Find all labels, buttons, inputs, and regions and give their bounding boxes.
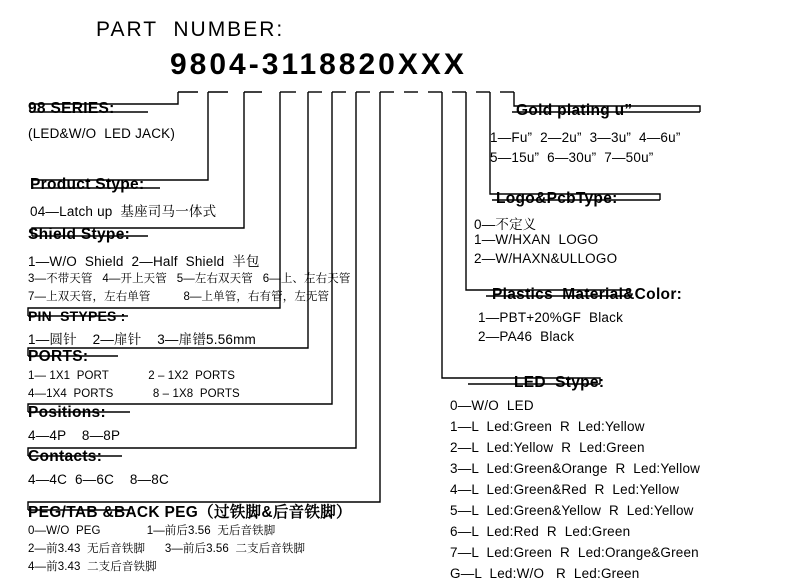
section-heading-shield-stype: Shield Stype: <box>28 226 131 243</box>
section-line: 2—前3.43 无后音铁脚 3—前后3.56 二支后音铁脚 <box>28 543 306 555</box>
section-line: 7—上双天管，左右单管 8—上单管，右有管，左无管 <box>28 291 330 303</box>
section-line: 5—L Led:Green&Yellow R Led:Yellow <box>450 503 694 518</box>
section-line: (LED&W/O LED JACK) <box>28 126 176 141</box>
section-line: 5—15u” 6—30u” 7—50u” <box>490 150 654 165</box>
section-line: 1—Fu” 2—2u” 3—3u” 4—6u” <box>490 130 681 145</box>
section-heading-peg-tab: PEG/TAB &BACK PEG（过铁脚&后音铁脚） <box>28 504 352 521</box>
section-line: 4—1X4 PORTS 8 – 1X8 PORTS <box>28 388 240 400</box>
section-heading-logo-pcbtype: Logo&PcbType: <box>496 190 618 207</box>
section-line: 2—W/HAXN&ULLOGO <box>474 251 618 266</box>
section-line: 0—W/O LED <box>450 398 534 413</box>
section-heading-plastics-material: Plastics Material&Color: <box>492 286 683 303</box>
section-line: 2—L Led:Yellow R Led:Green <box>450 440 645 455</box>
section-line: 2—PA46 Black <box>478 329 575 344</box>
section-line: 1—W/O Shield 2—Half Shield 半包 <box>28 254 260 269</box>
section-heading-led-stype: LED Stype: <box>514 374 605 391</box>
section-line: 3—不带天管 4—开上天管 5—左右双天管 6—上、左右天管 <box>28 273 351 285</box>
section-line: 0—W/O PEG 1—前后3.56 无后音铁脚 <box>28 525 276 537</box>
section-line: 4—4P 8—8P <box>28 428 121 443</box>
section-heading-product-stype: Product Stype: <box>30 176 145 193</box>
section-line: 6—L Led:Red R Led:Green <box>450 524 631 539</box>
page-title: PART NUMBER: <box>96 18 285 41</box>
section-line: 1— 1X1 PORT 2 – 1X2 PORTS <box>28 370 236 382</box>
part-number-value: 9804-3118820XXX <box>170 48 467 81</box>
section-line: 3—L Led:Green&Orange R Led:Yellow <box>450 461 701 476</box>
section-line: 4—4C 6—6C 8—8C <box>28 472 169 487</box>
section-line: 0—不定义 <box>474 217 537 232</box>
section-heading-series: 98 SERIES: <box>28 100 115 117</box>
section-line: 1—圆针 2—扉针 3—扉镨5.56mm <box>28 332 256 347</box>
section-line: 4—L Led:Green&Red R Led:Yellow <box>450 482 680 497</box>
section-line: 1—PBT+20%GF Black <box>478 310 624 325</box>
section-heading-pin-stypes: PIN STYPES : <box>28 308 126 324</box>
section-heading-contacts: Contacts: <box>28 448 103 465</box>
section-heading-positions: Positions: <box>28 404 106 421</box>
section-line: 1—W/HXAN LOGO <box>474 232 599 247</box>
section-heading-gold-plating: Gold plating u” <box>516 102 633 119</box>
section-line: G—L Led:W/O R Led:Green <box>450 566 640 579</box>
section-line: 1—L Led:Green R Led:Yellow <box>450 419 645 434</box>
section-line: 04—Latch up 基座司马一体式 <box>30 204 217 219</box>
section-line: 4—前3.43 二支后音铁脚 <box>28 561 157 573</box>
section-line: 7—L Led:Green R Led:Orange&Green <box>450 545 699 560</box>
section-heading-ports: PORTS: <box>28 348 89 365</box>
